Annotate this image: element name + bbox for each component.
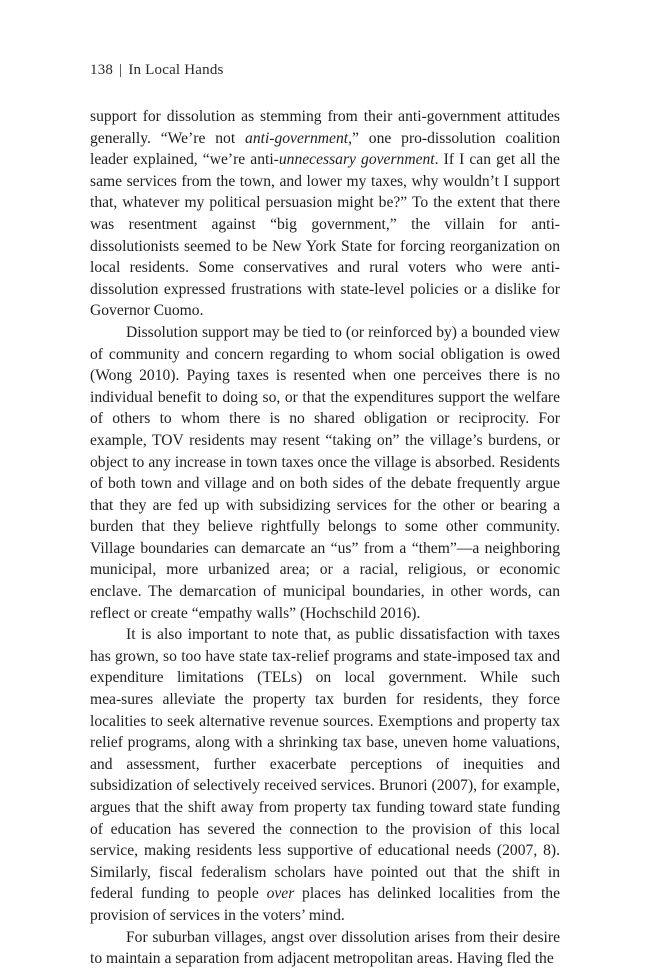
page-number: 138 bbox=[90, 62, 114, 78]
paragraph-3 bbox=[90, 624, 560, 926]
italic-text: over bbox=[266, 885, 295, 903]
running-head bbox=[90, 60, 224, 80]
paragraph-4 bbox=[90, 927, 560, 970]
text-run: places has delinked localities from the provision of services in the voters’ mind. bbox=[90, 885, 560, 924]
text-run: . If I can get all the same services from the town, and lower my taxes, why wouldn’t I support that, whatever my political persuasion might be?” To the extent that there was resentment against “big government,” the villain for anti-dissolutionists seemed to be New York State for forcing reorganization on local residents. Some conservatives and rural voters who were anti-dissolution expressed frustrations with state-level policies or a dislike for Governor Cuomo. bbox=[90, 151, 560, 320]
running-head-separator: | bbox=[119, 62, 123, 78]
italic-text: anti-government bbox=[245, 129, 349, 147]
italic-text: unnecessary government bbox=[278, 151, 435, 169]
book-title: In Local Hands bbox=[128, 62, 224, 78]
text-run: It is also important to note that, as public dissatisfaction with taxes has grown, so too have state tax-relief programs and state-imposed tax and expenditure limitations (TELs) on local government. While such mea-sures alleviate the property tax burden for residents, they force localities to seek alternative revenue sources. Exemptions and property tax relief programs, along with a shrinking tax base, uneven home valuations, and assessment, further exacerbate perceptions of inequities and subsidization of selectively received services. Brunori (2007), for example, argues that the shift away from property tax funding toward state funding of education has severed the connection to the provision of this local service, making residents less supportive of educational needs (2007, 8). Similarly, fiscal federalism scholars have pointed out that the shift in federal funding to people bbox=[90, 626, 560, 903]
text-run: support for dissolution as stemming from their anti-government attitudes generally. “We’re not bbox=[90, 108, 560, 147]
text-run: For suburban villages, angst over dissolution arises from their desire to maintain a separation from adjacent metropolitan areas. Having fled the bbox=[90, 928, 560, 968]
body-text bbox=[90, 106, 560, 970]
text-run: ,” one pro-dissolution coalition leader explained, “we’re anti- bbox=[90, 129, 560, 169]
text-run: Dissolution support may be tied to (or reinforced by) a bounded view of community and concern regarding to whom social obligation is owed (Wong 2010). Paying taxes is resented when one perceives there is no individual benefit to doing so, or that the expenditures support the welfare of others to whom there is no shared obligation or reciprocity. For example, TOV residents may resent “taking on” the village’s burdens, or object to any increase in town taxes once the village is absorbed. Residents of both town and village and on both sides of the debate frequently argue that they are fed up with subsidizing services for the other or bearing a burden that they believe rightfully belongs to some other community. Village boundaries can demarcate an “us” from a “them”—a neighboring municipal, more urbanized area; or a racial, religious, or economic enclave. The demarcation of municipal boundaries, in other words, can reflect or create “empathy walls” (Hochschild 2016). bbox=[90, 323, 560, 622]
paragraph-1 bbox=[90, 106, 560, 322]
paragraph-2 bbox=[90, 322, 560, 624]
